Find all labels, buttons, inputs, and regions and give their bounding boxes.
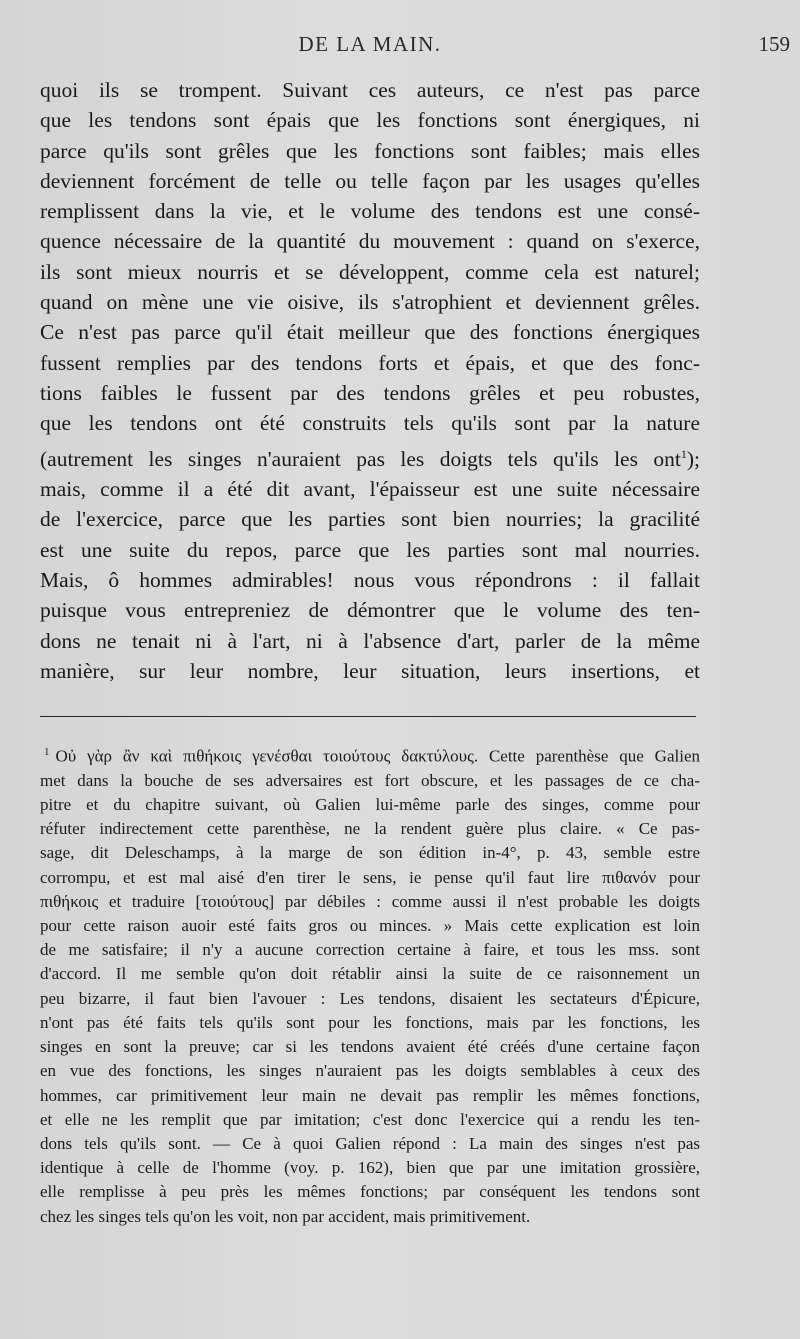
footnote-line-text: Οὐ γὰρ ἂν καὶ πιθήκοις γενέσθαι τοιούτους δακτύλους. Cette parenthèse que Galien — [55, 746, 700, 766]
body-line: mais, comme il a été dit avant, l'épaisseur est une suite nécessaire — [40, 477, 700, 502]
body-line: puisque vous entrepreniez de démontrer que le volume des ten- — [40, 598, 700, 623]
body-line: dons ne tenait ni à l'art, ni à l'absence d'art, parler de la même — [40, 628, 700, 653]
footnote-line — [40, 740, 700, 769]
footnote-line: pour cette raison auoir esté faits gros ou minces. » Mais cette explication est loin — [40, 916, 700, 936]
footnote-line: réfuter indirectement cette parenthèse, ne la rendent guère plus claire. « Ce pas- — [40, 819, 700, 839]
footnote-line: en vue des fonctions, les singes n'auraient pas les doigts semblables à ceux des — [40, 1061, 700, 1081]
body-line-with-note-ref — [40, 439, 700, 474]
footnote — [40, 740, 700, 1229]
footnote-line: πιθήκοις et traduire [τοιούτους] par débiles : comme aussi il n'est probable les doigts — [40, 891, 700, 911]
footnote-line: elle remplisse à peu près les mêmes fonctions; par conséquent les tendons sont — [40, 1182, 700, 1202]
body-line: est une suite du repos, parce que les parties sont mal nourries. — [40, 537, 700, 562]
footnote-line: peu bizarre, il faut bien l'avouer : Les tendons, disaient les sectateurs d'Épicure, — [40, 988, 700, 1008]
running-title: DE LA MAIN. — [298, 32, 442, 56]
body-line: que les tendons ont été construits tels qu'ils sont par la nature — [40, 411, 700, 436]
body-line: Mais, ô hommes admirables! nous vous répondrons : il fallait — [40, 567, 700, 592]
footnote-separator — [40, 716, 696, 717]
footnote-line: dons tels qu'ils sont. — Ce à quoi Galien répond : La main des singes n'est pas — [40, 1133, 700, 1153]
body-line: quand on mène une vie oisive, ils s'atrophient et deviennent grêles. — [40, 290, 700, 315]
footnote-line: met dans la bouche de ses adversaires est fort obscure, et les passages de ce cha- — [40, 770, 700, 790]
footnote-line: et elle ne les remplit que par imitation; c'est donc l'exercice qui a rendu les ten- — [40, 1109, 700, 1129]
body-line: quoi ils se trompent. Suivant ces auteurs, ce n'est pas parce — [40, 78, 700, 102]
footnote-line: sage, dit Deleschamps, à la marge de son édition in-4°, p. 43, semble estre — [40, 843, 700, 863]
body-line: remplissent dans la vie, et le volume des tendons est une consé- — [40, 199, 700, 224]
page-number: 159 — [758, 32, 790, 56]
body-line: fussent remplies par des tendons forts et épais, et que des fonc- — [40, 350, 700, 375]
body-line: ils sont mieux nourris et se développent, comme cela est naturel; — [40, 259, 700, 284]
footnote-line: d'accord. Il me semble qu'on doit rétablir ainsi la suite de ce raisonnement un — [40, 964, 700, 984]
body-line-tail: ); — [686, 446, 700, 471]
body-line: deviennent forcément de telle ou telle façon par les usages qu'elles — [40, 168, 700, 193]
body-line: tions faibles le fussent par des tendons grêles et peu robustes, — [40, 380, 700, 405]
running-head — [40, 32, 700, 62]
footnote-line: pitre et du chapitre suivant, où Galien lui-même parle des singes, comme pour — [40, 795, 700, 815]
body-line: manière, sur leur nombre, leur situation, leurs insertions, et — [40, 658, 700, 683]
footnote-line: de me satisfaire; il n'y a aucune correction certaine à faire, et tous les mss. sont — [40, 940, 700, 960]
footnote-marker: 1 — [44, 746, 50, 758]
footnote-line: corrompu, et est mal aisé d'en tirer le sens, ie pense qu'il faut lire πιθανόν pour — [40, 867, 700, 887]
footnote-reference[interactable]: 1 — [680, 446, 687, 461]
body-line: parce qu'ils sont grêles que les fonctions sont faibles; mais elles — [40, 138, 700, 163]
body-line-text: (autrement les singes n'auraient pas les doigts tels qu'ils les ont — [40, 446, 681, 471]
footnote-line: identique à celle de l'homme (voy. p. 162), bien que par une imitation grossière, — [40, 1158, 700, 1178]
footnote-line: singes en sont la preuve; car si les tendons avaient été créés d'une certaine façon — [40, 1037, 700, 1057]
footnote-line: n'ont pas été faits tels qu'ils sont pour les fonctions, mais par les fonctions, les — [40, 1012, 700, 1032]
main-text — [40, 75, 700, 686]
footnote-line: chez les singes tels qu'on les voit, non par accident, mais primitivement. — [40, 1206, 531, 1226]
footnote-line: hommes, car primitivement leur main ne devait pas remplir les mêmes fonctions, — [40, 1085, 700, 1105]
body-line: Ce n'est pas parce qu'il était meilleur que des fonctions énergiques — [40, 320, 700, 345]
body-line: que les tendons sont épais que les fonctions sont énergiques, ni — [40, 108, 700, 133]
body-line: de l'exercice, parce que les parties sont bien nourries; la gracilité — [40, 507, 700, 532]
body-line: quence nécessaire de la quantité du mouvement : quand on s'exerce, — [40, 229, 700, 254]
